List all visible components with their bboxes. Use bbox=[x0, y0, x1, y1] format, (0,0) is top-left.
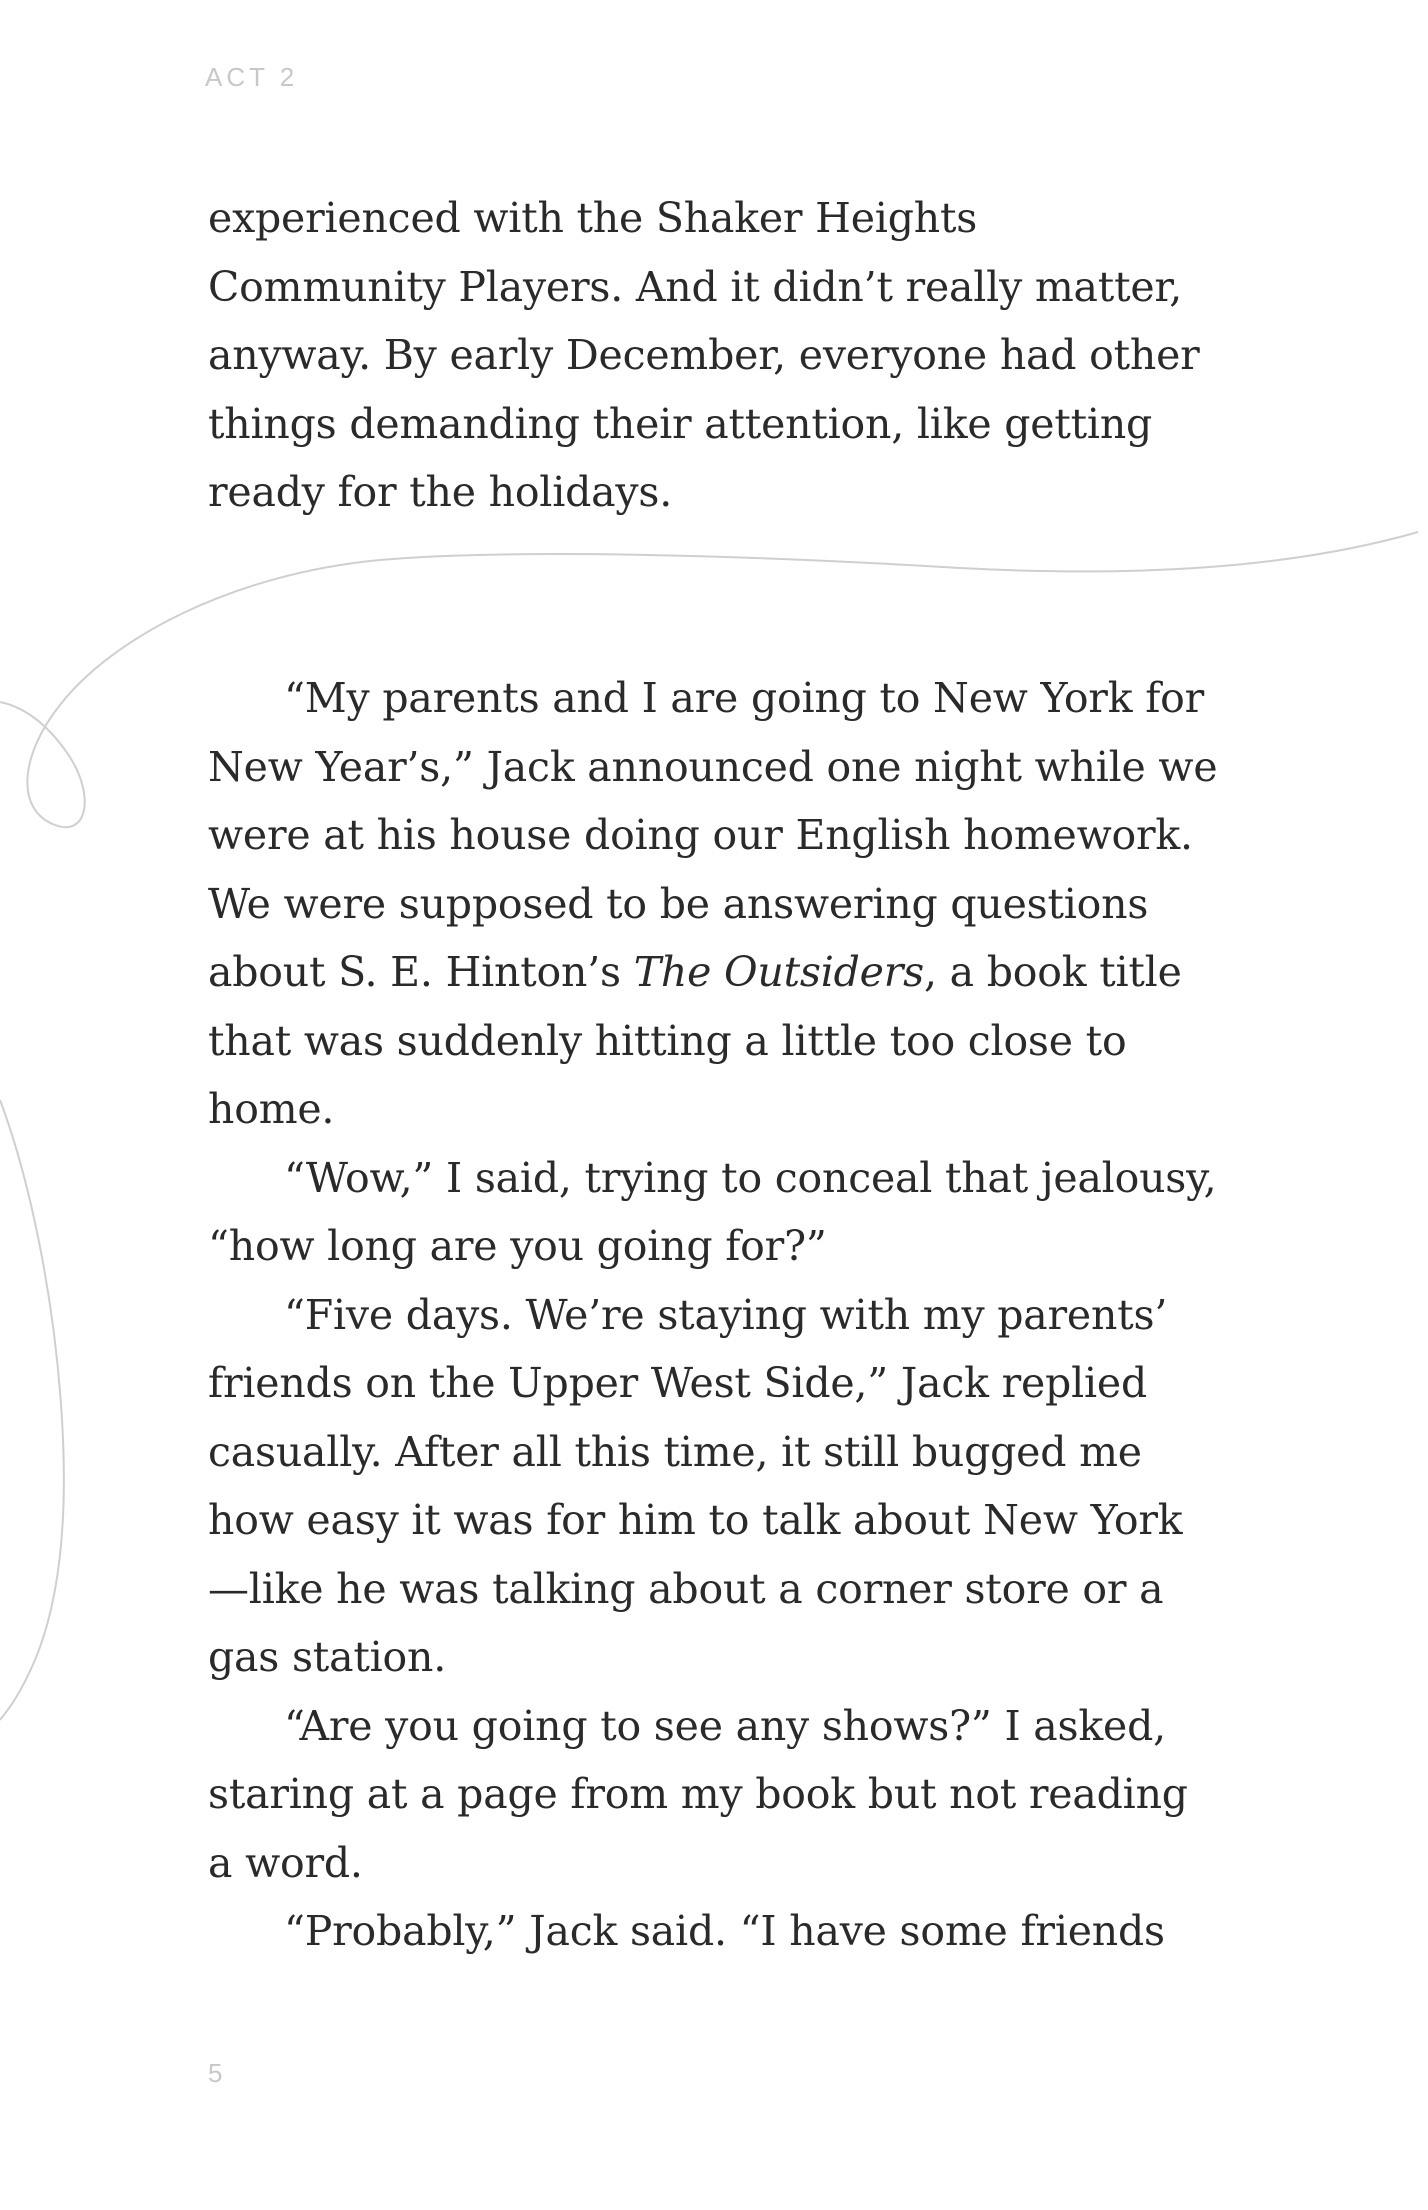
text-section-2 bbox=[208, 664, 1218, 1966]
running-head: ACT 2 bbox=[205, 62, 299, 92]
paragraph-text: “My parents and I are going to New York for New Year’s,” Jack announced one night while we were at his house doing our English homework. We were supposed to be answering questions about S. E. Hinton’s bbox=[208, 674, 1218, 996]
paragraph: “Are you going to see any shows?” I asked, staring at a page from my book but not reading a word. bbox=[208, 1701, 1188, 1887]
page-number: 5 bbox=[208, 2058, 223, 2088]
book-title: The Outsiders bbox=[633, 948, 924, 996]
paragraph: experienced with the Shaker Heights Community Players. And it didn’t really matter, anyway. By early December, everyone had other things demanding their attention, like getting ready for the holidays. bbox=[208, 194, 1200, 516]
paragraph: “Probably,” Jack said. “I have some friends bbox=[284, 1907, 1165, 1955]
text-section-1 bbox=[208, 184, 1218, 527]
paragraph: “Wow,” I said, trying to conceal that jealousy, “how long are you going for?” bbox=[208, 1153, 1217, 1270]
paragraph bbox=[208, 664, 1218, 1144]
paragraph-text: , a book title that was suddenly hitting a little too close to home. bbox=[208, 948, 1182, 1133]
paragraph: “Five days. We’re staying with my parents’ friends on the Upper West Side,” Jack replied casually. After all this time, it still bugged me how easy it was for him to talk about New York—like he was talking about a corner store or a gas station. bbox=[208, 1290, 1183, 1681]
